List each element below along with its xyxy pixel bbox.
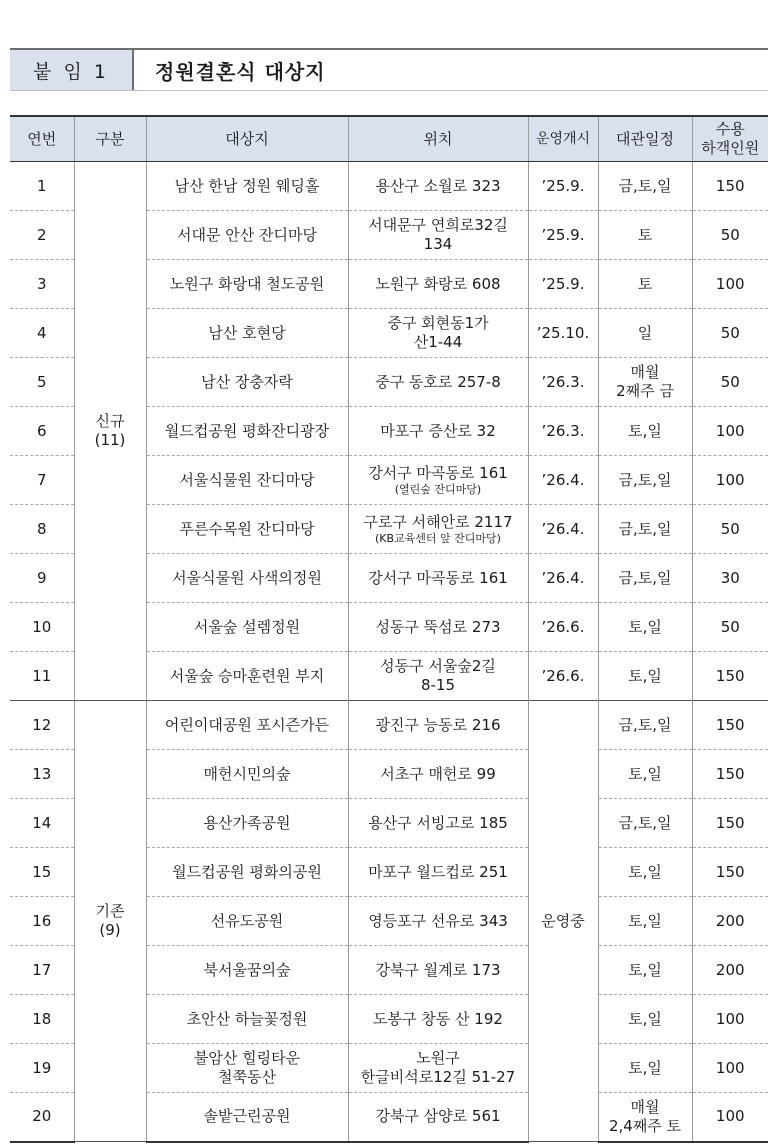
location-address: 서대문구 연희로32길 134: [368, 216, 508, 253]
venue-location: [348, 995, 528, 1044]
start-date: ’25.9.: [528, 211, 598, 260]
row-number: 12: [10, 701, 74, 750]
start-date: ’25.9.: [528, 162, 598, 211]
location-address: 용산구 서빙고로 185: [368, 813, 508, 832]
capacity: 200: [692, 897, 768, 946]
venue-name: 남산 장충자락: [146, 358, 348, 407]
location-address: 도봉구 창동 산 192: [373, 1009, 503, 1028]
venue-name: 푸른수목원 잔디마당: [146, 505, 348, 554]
location-address: 광진구 능동로 216: [375, 715, 501, 734]
schedule: 토,일: [598, 407, 692, 456]
col-header-capacity: 수용 하객인원: [692, 116, 768, 162]
location-address: 중구 동호로 257-8: [375, 372, 501, 391]
schedule: 토,일: [598, 897, 692, 946]
start-date: ’26.3.: [528, 407, 598, 456]
venue-name: 솔밭근린공원: [146, 1093, 348, 1142]
row-number: 16: [10, 897, 74, 946]
page-title: 정원결혼식 대상지: [155, 59, 326, 84]
schedule: 일: [598, 309, 692, 358]
venue-name: 북서울꿈의숲: [146, 946, 348, 995]
row-number: 7: [10, 456, 74, 505]
venue-name: 어린이대공원 포시즌가든: [146, 701, 348, 750]
venue-location: [348, 456, 528, 505]
venue-name: 서울숲 승마훈련원 부지: [146, 652, 348, 701]
table-row: [10, 162, 768, 211]
venue-location: [348, 505, 528, 554]
venue-name: 서대문 안산 잔디마당: [146, 211, 348, 260]
location-address: 노원구 화랑로 608: [375, 274, 501, 293]
row-number: 17: [10, 946, 74, 995]
capacity: 150: [692, 799, 768, 848]
venue-name: 남산 한남 정원 웨딩홀: [146, 162, 348, 211]
col-header-venue: 대상지: [146, 116, 348, 162]
capacity: 30: [692, 554, 768, 603]
schedule: 금,토,일: [598, 554, 692, 603]
location-address: 마포구 월드컵로 251: [368, 862, 508, 881]
capacity: 50: [692, 505, 768, 554]
capacity: 150: [692, 701, 768, 750]
schedule: 금,토,일: [598, 701, 692, 750]
venue-name: 서울숲 설렘정원: [146, 603, 348, 652]
col-header-start: 운영개시: [528, 116, 598, 162]
venue-name: 남산 호현당: [146, 309, 348, 358]
row-number: 14: [10, 799, 74, 848]
capacity: 50: [692, 211, 768, 260]
capacity: 150: [692, 848, 768, 897]
venue-location: [348, 211, 528, 260]
capacity: 100: [692, 1093, 768, 1142]
venue-name: 매헌시민의숲: [146, 750, 348, 799]
venue-table: [10, 115, 768, 1143]
row-number: 4: [10, 309, 74, 358]
capacity: 150: [692, 162, 768, 211]
venue-name: 월드컵공원 평화의공원: [146, 848, 348, 897]
venue-location: [348, 309, 528, 358]
schedule: 매월 2째주 금: [598, 358, 692, 407]
capacity: 200: [692, 946, 768, 995]
location-address: 성동구 서울숲2길 8-15: [380, 657, 496, 694]
status-operating: 운영중: [528, 701, 598, 1142]
capacity: 100: [692, 1044, 768, 1093]
location-address: 구로구 서해안로 2117: [363, 512, 513, 531]
start-date: ’26.3.: [528, 358, 598, 407]
schedule: 토,일: [598, 750, 692, 799]
venue-location: [348, 358, 528, 407]
location-note: (KB교육센터 앞 잔디마당): [375, 531, 501, 545]
venue-location: [348, 701, 528, 750]
start-date: ’25.9.: [528, 260, 598, 309]
location-address: 강북구 월계로 173: [375, 960, 501, 979]
venue-name: 월드컵공원 평화잔디광장: [146, 407, 348, 456]
col-header-schedule: 대관일정: [598, 116, 692, 162]
capacity: 50: [692, 309, 768, 358]
row-number: 10: [10, 603, 74, 652]
capacity: 100: [692, 456, 768, 505]
venue-name: 용산가족공원: [146, 799, 348, 848]
venue-name: 불암산 힐링타운 철쭉동산: [146, 1044, 348, 1093]
row-number: 5: [10, 358, 74, 407]
location-note: (열린숲 잔디마당): [394, 482, 482, 496]
location-address: 서초구 매헌로 99: [380, 764, 496, 783]
location-address: 중구 회현동1가 산1-44: [387, 314, 489, 351]
location-address: 강서구 마곡동로 161: [368, 463, 508, 482]
category-new: 신규 (11): [74, 162, 146, 701]
venue-name: 서울식물원 잔디마당: [146, 456, 348, 505]
capacity: 100: [692, 407, 768, 456]
venue-name: 노원구 화랑대 철도공원: [146, 260, 348, 309]
schedule: 토,일: [598, 995, 692, 1044]
venue-location: [348, 946, 528, 995]
venue-name: 초안산 하늘꽃정원: [146, 995, 348, 1044]
venue-location: [348, 1044, 528, 1093]
schedule: 금,토,일: [598, 505, 692, 554]
location-address: 성동구 뚝섬로 273: [375, 617, 501, 636]
row-number: 11: [10, 652, 74, 701]
schedule: 토,일: [598, 1044, 692, 1093]
start-date: ’26.4.: [528, 456, 598, 505]
location-address: 마포구 증산로 32: [380, 421, 496, 440]
start-date: ’26.6.: [528, 603, 598, 652]
capacity: 100: [692, 260, 768, 309]
venue-location: [348, 162, 528, 211]
venue-location: [348, 750, 528, 799]
venue-location: [348, 848, 528, 897]
venue-name: 선유도공원: [146, 897, 348, 946]
venue-location: [348, 603, 528, 652]
attachment-label: 붙 임 1: [10, 50, 134, 90]
row-number: 19: [10, 1044, 74, 1093]
row-number: 1: [10, 162, 74, 211]
start-date: ’26.4.: [528, 554, 598, 603]
venue-location: [348, 407, 528, 456]
capacity: 50: [692, 358, 768, 407]
venue-location: [348, 1093, 528, 1142]
venue-location: [348, 799, 528, 848]
row-number: 13: [10, 750, 74, 799]
category-existing: 기존 (9): [74, 701, 146, 1142]
schedule: 토,일: [598, 603, 692, 652]
start-date: ’25.10.: [528, 309, 598, 358]
capacity: 100: [692, 995, 768, 1044]
col-header-no: 연번: [10, 116, 74, 162]
row-number: 15: [10, 848, 74, 897]
venue-location: [348, 260, 528, 309]
row-number: 8: [10, 505, 74, 554]
schedule: 금,토,일: [598, 162, 692, 211]
row-number: 20: [10, 1093, 74, 1142]
schedule: 금,토,일: [598, 799, 692, 848]
venue-name: 서울식물원 사색의정원: [146, 554, 348, 603]
schedule: 토,일: [598, 946, 692, 995]
location-address: 영등포구 선유로 343: [368, 911, 508, 930]
row-number: 6: [10, 407, 74, 456]
schedule: 토,일: [598, 652, 692, 701]
location-address: 용산구 소월로 323: [375, 176, 501, 195]
location-address: 강서구 마곡동로 161: [368, 568, 508, 587]
schedule: 매월 2,4째주 토: [598, 1093, 692, 1142]
row-number: 9: [10, 554, 74, 603]
venue-location: [348, 897, 528, 946]
row-number: 18: [10, 995, 74, 1044]
col-header-location: 위치: [348, 116, 528, 162]
capacity: 50: [692, 603, 768, 652]
venue-location: [348, 554, 528, 603]
venue-location: [348, 652, 528, 701]
start-date: ’26.4.: [528, 505, 598, 554]
title-bar: [10, 48, 768, 91]
row-number: 2: [10, 211, 74, 260]
capacity: 150: [692, 750, 768, 799]
col-header-category: 구분: [74, 116, 146, 162]
schedule: 토,일: [598, 848, 692, 897]
schedule: 토: [598, 260, 692, 309]
location-address: 노원구 한글비석로12길 51-27: [360, 1049, 516, 1086]
row-number: 3: [10, 260, 74, 309]
location-address: 강북구 삼양로 561: [375, 1107, 501, 1126]
schedule: 금,토,일: [598, 456, 692, 505]
table-body: [10, 162, 768, 1142]
table-header-row: [10, 116, 768, 162]
schedule: 토: [598, 211, 692, 260]
table-row: [10, 701, 768, 750]
start-date: ’26.6.: [528, 652, 598, 701]
capacity: 150: [692, 652, 768, 701]
